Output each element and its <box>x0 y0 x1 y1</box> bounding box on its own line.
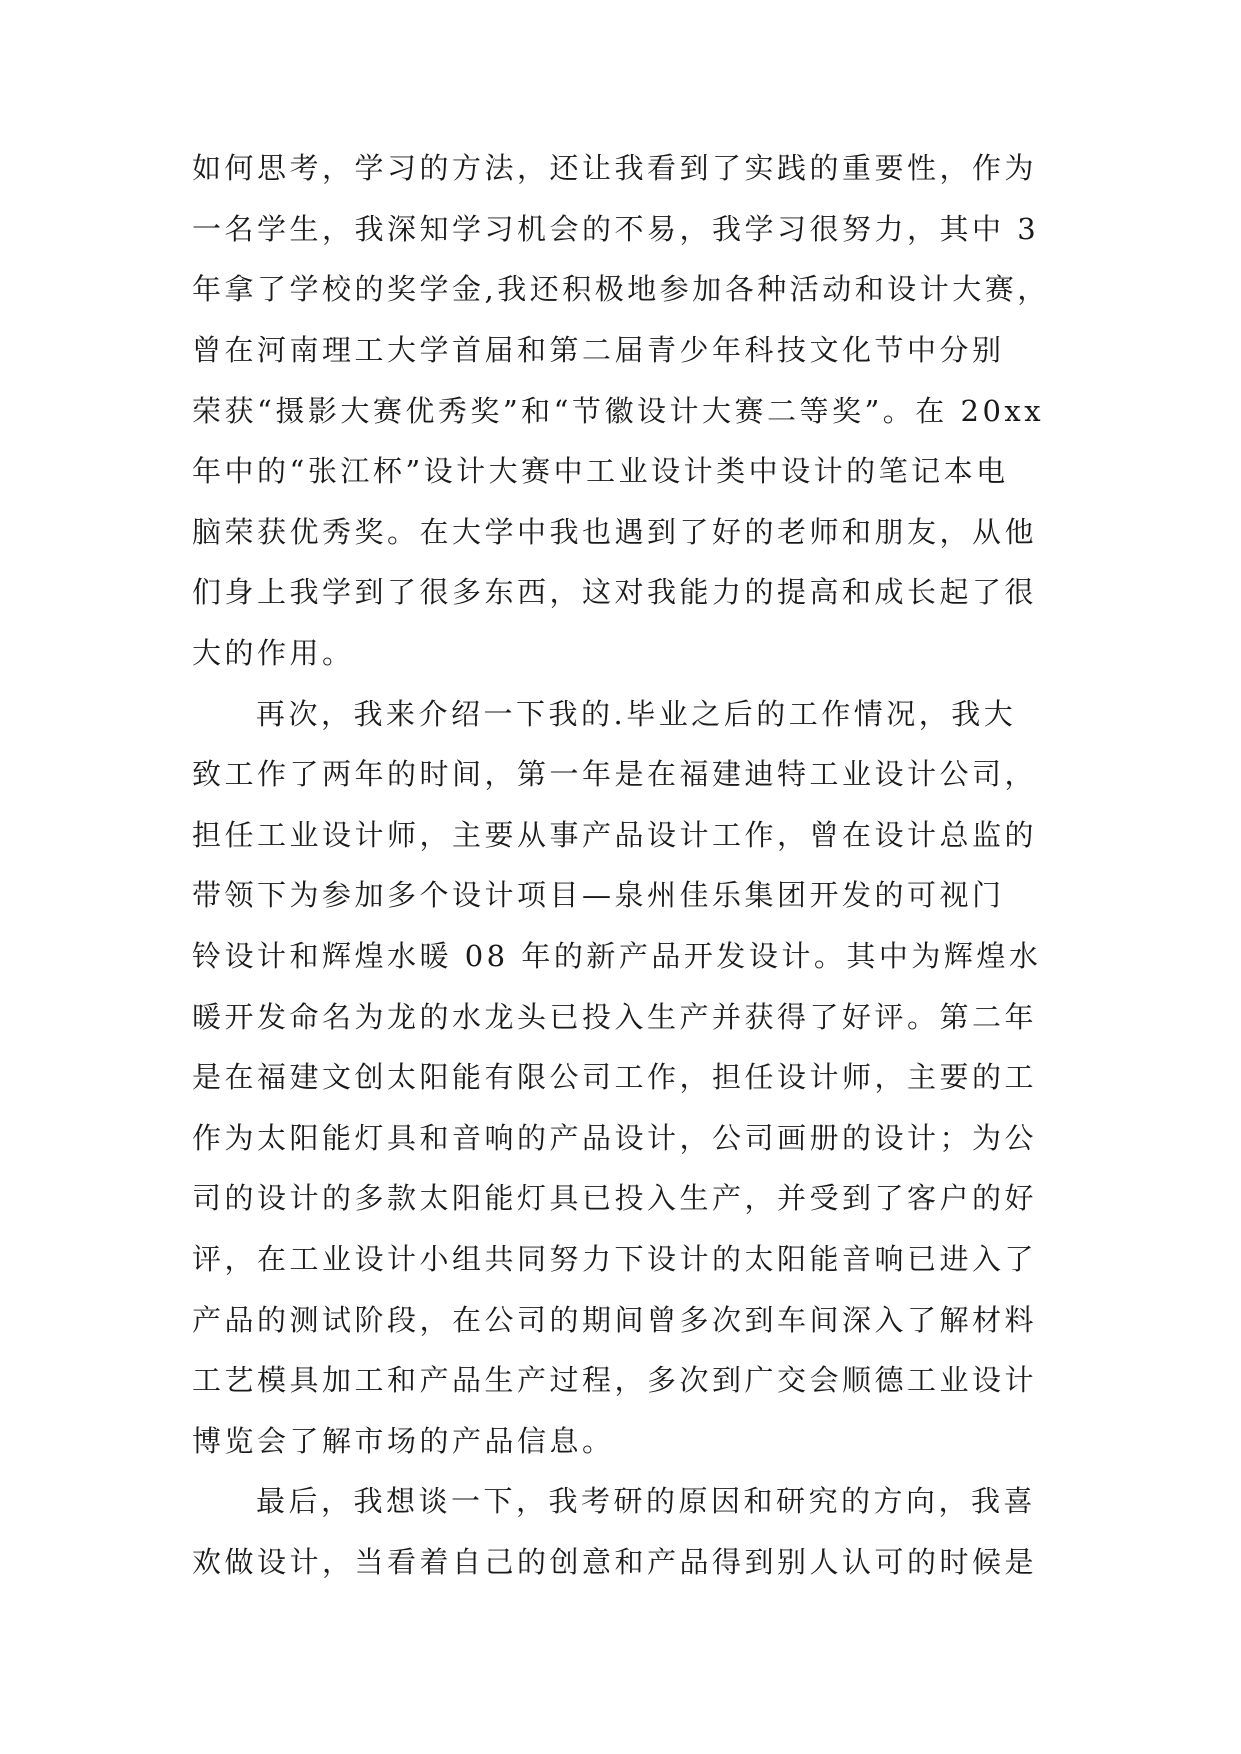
text-line: 如何思考，学习的方法，还让我看到了实践的重要性，作为 <box>192 151 1038 185</box>
text-line: 工艺模具加工和产品生产过程，多次到广交会顺德工业设计 <box>192 1363 1038 1397</box>
text-line: 担任工业设计师，主要从事产品设计工作，曾在设计总监的 <box>192 818 1038 852</box>
text-line: 欢做设计，当看着自己的创意和产品得到别人认可的时候是 <box>192 1545 1038 1579</box>
text-line: 们身上我学到了很多东西，这对我能力的提高和成长起了很 <box>192 575 1038 609</box>
text-line: 最后，我想谈一下，我考研的原因和研究的方向，我喜 <box>256 1484 1037 1518</box>
text-line: 评，在工业设计小组共同努力下设计的太阳能音响已进入了 <box>192 1242 1038 1276</box>
text-line: 作为太阳能灯具和音响的产品设计，公司画册的设计；为公 <box>192 1121 1038 1155</box>
text-line: 司的设计的多款太阳能灯具已投入生产，并受到了客户的好 <box>192 1181 1038 1215</box>
text-line: 脑荣获优秀奖。在大学中我也遇到了好的老师和朋友，从他 <box>192 515 1038 549</box>
text-line: 致工作了两年的时间，第一年是在福建迪特工业设计公司， <box>192 757 1038 791</box>
text-line: 大的作用。 <box>192 636 355 670</box>
text-line: 年拿了学校的奖学金,我还积极地参加各种活动和设计大赛， <box>192 272 1050 306</box>
text-line: 曾在河南理工大学首届和第二届青少年科技文化节中分别 <box>192 333 1005 367</box>
text-line: 博览会了解市场的产品信息。 <box>192 1424 615 1458</box>
text-line: 带领下为参加多个设计项目—泉州佳乐集团开发的可视门 <box>192 878 1005 912</box>
text-line: 铃设计和辉煌水暖 08 年的新产品开发设计。其中为辉煌水 <box>192 939 1042 973</box>
text-line: 年中的“张江杯”设计大赛中工业设计类中设计的笔记本电 <box>192 454 1009 488</box>
text-line: 产品的测试阶段，在公司的期间曾多次到车间深入了解材料 <box>192 1303 1038 1337</box>
text-line: 一名学生，我深知学习机会的不易，我学习很努力，其中 3 <box>192 212 1040 246</box>
text-line: 是在福建文创太阳能有限公司工作，担任设计师，主要的工 <box>192 1060 1038 1094</box>
text-line: 再次，我来介绍一下我的.毕业之后的工作情况，我大 <box>256 697 1017 731</box>
text-line: 荣获“摄影大赛优秀奖”和“节徽设计大赛二等奖”。在 20xx <box>192 394 1045 428</box>
text-line: 暖开发命名为龙的水龙头已投入生产并获得了好评。第二年 <box>192 1000 1038 1034</box>
